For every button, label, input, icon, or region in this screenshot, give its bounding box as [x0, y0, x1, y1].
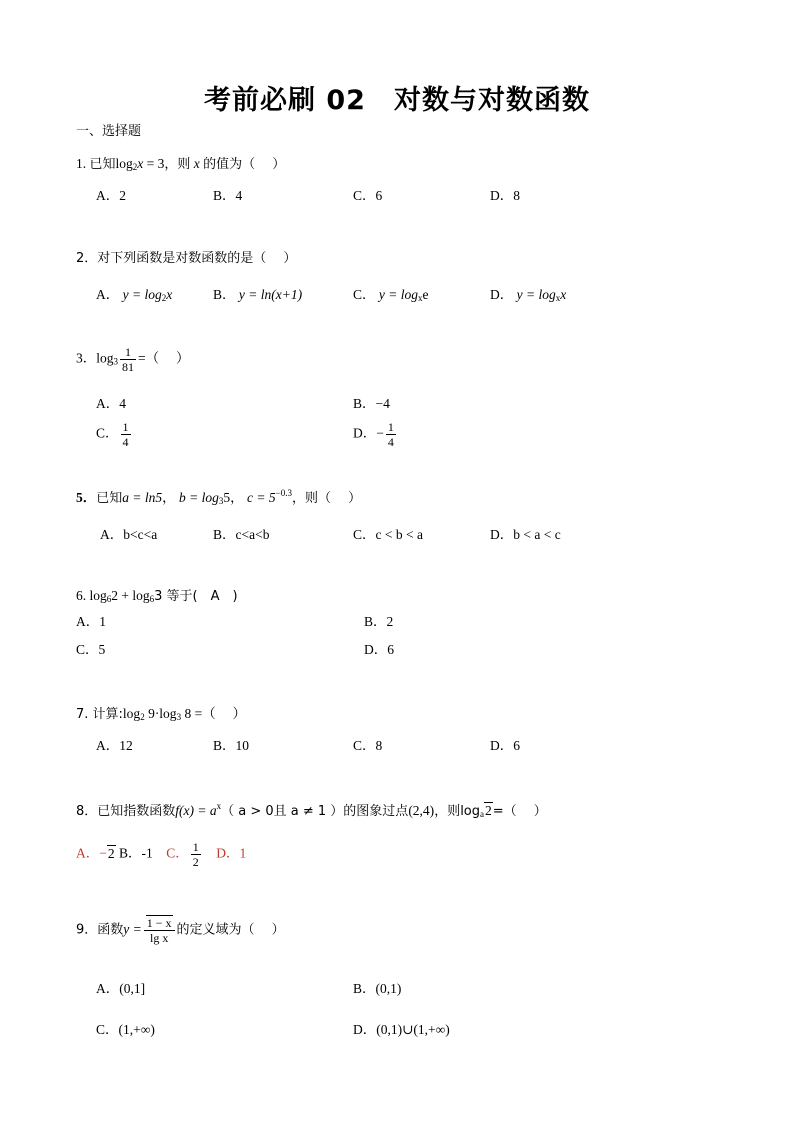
q5-option-d[interactable]: D．b < a < c [490, 527, 561, 542]
q7-option-d[interactable]: D．6 [490, 738, 520, 753]
q7-option-a[interactable]: A．12 [96, 738, 133, 753]
q3-option-a[interactable]: A．4 [96, 396, 126, 411]
question-2: 2．对下列函数是对数函数的是（ ） [76, 251, 297, 266]
q6-option-d[interactable]: D．6 [364, 642, 394, 657]
q2-option-b[interactable]: B． y = ln(x+1) [213, 287, 303, 302]
q6-option-a[interactable]: A．1 [76, 614, 106, 629]
q8-option-b[interactable]: B．-1 [119, 845, 153, 861]
q7-option-c[interactable]: C．8 [353, 738, 383, 753]
q8-options: A．−2 B．-1 C． $\frac{1}{2}$ D．1 [76, 840, 247, 869]
q8-option-a[interactable]: A．− [76, 845, 107, 861]
fraction: $\frac{1}{81}$ [122, 345, 135, 374]
question-5: 5．已知a = ln5， $b = \log_35$， $c = 5^{-0.3}$，则（ ） [76, 488, 362, 506]
q5-option-b[interactable]: B．c<a<b [213, 527, 270, 542]
q1-option-c[interactable]: C．6 [353, 188, 383, 203]
question-1: 1. 已知$\log_2x = 3$，则 x 的值为（ ） [76, 156, 286, 172]
q9-option-b[interactable]: B．(0,1) [353, 981, 402, 996]
q1-option-b[interactable]: B．4 [213, 188, 243, 203]
q6-option-c[interactable]: C．5 [76, 642, 106, 657]
q2-option-a[interactable]: A． $y = \log_2x$ [96, 287, 173, 303]
question-3: 3．$\log_3$ $\frac{1}{81}$ =（ ） [76, 345, 190, 374]
q5-option-c[interactable]: C．c < b < a [353, 527, 423, 542]
q3-option-b[interactable]: B．−4 [353, 396, 390, 411]
question-6: 6. $\log_62 + \log_63$ 等于( A ) [76, 588, 238, 604]
section-heading: 一、选择题 [76, 124, 142, 139]
page-title: 考前必刷 02 对数与对数函数 [204, 85, 590, 116]
question-8: 8．已知指数函数$f(x) = a^x$（ a > 0且 a ≠ 1 ）的图象过点(2,4)，则$\log_a2=$（ ） [76, 801, 547, 819]
question-7: 7. 计算$:\log_2$ $9\cdot\log_3$ 8 =（ ） [76, 706, 247, 722]
q2-option-c[interactable]: C． $y = \log_xe$ [353, 287, 429, 303]
q7-option-b[interactable]: B．10 [213, 738, 250, 753]
question-9: 9．函数y = $\frac{1 - x}{\text{lg x}}$ 的定义域为（ ） [76, 916, 285, 945]
q9-option-a[interactable]: A．(0,1] [96, 981, 146, 996]
q8-option-c[interactable]: C． [166, 845, 189, 861]
q6-option-b[interactable]: B．2 [364, 614, 394, 629]
q1-option-a[interactable]: A．2 [96, 188, 126, 203]
q9-option-d[interactable]: D．(0,1)∪(1,+∞) [353, 1022, 450, 1037]
q8-option-d[interactable]: D．1 [216, 845, 247, 861]
q9-option-c[interactable]: C．(1,+∞) [96, 1022, 155, 1037]
q3-option-c[interactable]: C． $\frac{1}{4}$ [96, 420, 129, 449]
q1-option-d[interactable]: D．8 [490, 188, 520, 203]
q2-option-d[interactable]: D． $y = \log_xx$ [490, 287, 567, 303]
q3-option-d[interactable]: D．− $\frac{1}{4}$ [353, 420, 394, 449]
q5-option-a[interactable]: A．b<c<a [100, 527, 158, 542]
